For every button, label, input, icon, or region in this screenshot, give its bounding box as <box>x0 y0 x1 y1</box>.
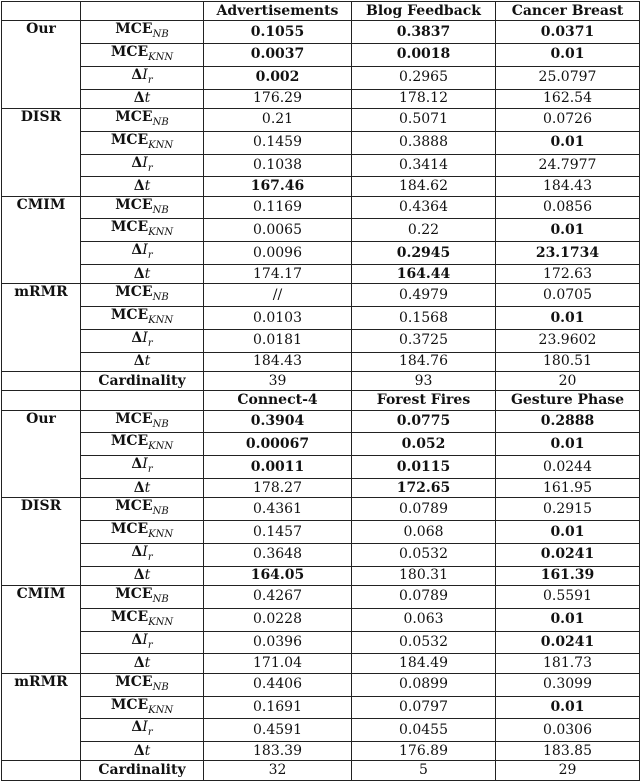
cardinality-value: 39 <box>204 372 352 391</box>
metric-var: I <box>142 154 148 171</box>
cardinality-label: Cardinality <box>81 372 204 391</box>
metric-var: t <box>144 178 151 195</box>
metric-base: MCE <box>115 498 153 515</box>
value-cell: 0.00067 <box>204 433 352 456</box>
value-cell: 0.2888 <box>496 410 640 433</box>
metric-var: I <box>142 631 148 648</box>
metric-base: MCE <box>110 608 149 625</box>
metric-sub: KNN <box>148 528 174 540</box>
metric-delta: Δ <box>133 178 145 195</box>
value-cell: 0.01 <box>496 521 640 544</box>
metric-label-delta_t <box>81 352 204 371</box>
value-cell: 0.0789 <box>352 586 496 609</box>
metric-delta: Δ <box>131 66 143 83</box>
table-row <box>2 108 640 131</box>
dataset-header: Advertisements <box>204 2 352 21</box>
value-cell: 0.052 <box>352 433 496 456</box>
value-cell: 0.3648 <box>204 543 352 566</box>
metric-sub: r <box>147 250 153 262</box>
value-cell: 0.0115 <box>352 456 496 479</box>
value-cell: 0.3725 <box>352 329 496 352</box>
header-corner <box>2 2 81 21</box>
metric-sub: r <box>147 551 153 563</box>
method-name: Our <box>2 21 81 109</box>
value-cell: 0.0103 <box>204 307 352 330</box>
metric-sub: NB <box>152 418 169 430</box>
table-row <box>2 696 640 719</box>
header-corner <box>81 391 204 410</box>
value-cell: 0.4406 <box>204 673 352 696</box>
metric-delta: Δ <box>133 353 145 370</box>
table-row <box>2 673 640 696</box>
table-row <box>2 21 640 44</box>
cardinality-corner <box>2 372 81 391</box>
cardinality-value: 32 <box>204 761 352 780</box>
value-cell: 0.1038 <box>204 154 352 177</box>
results-table-body <box>2 2 640 781</box>
metric-var: I <box>142 543 148 560</box>
value-cell: 0.0532 <box>352 543 496 566</box>
metric-sub: NB <box>152 593 169 605</box>
metric-label-mce_knn <box>81 219 204 242</box>
value-cell: 172.65 <box>352 479 496 498</box>
metric-base: MCE <box>110 219 149 236</box>
metric-var: I <box>142 66 148 83</box>
value-cell: 0.01 <box>496 131 640 154</box>
value-cell: 24.7977 <box>496 154 640 177</box>
value-cell: 171.04 <box>204 654 352 673</box>
value-cell: 0.0789 <box>352 498 496 521</box>
value-cell: 167.46 <box>204 177 352 196</box>
metric-label-mce_nb <box>81 498 204 521</box>
value-cell: 0.0065 <box>204 219 352 242</box>
metric-sub: KNN <box>148 139 174 151</box>
table-row <box>2 265 640 284</box>
value-cell: 0.0705 <box>496 284 640 307</box>
metric-base: MCE <box>110 521 149 538</box>
metric-var: t <box>144 90 151 107</box>
results-table <box>1 1 640 781</box>
metric-sub: r <box>147 727 153 739</box>
metric-base: MCE <box>110 696 149 713</box>
dataset-header: Blog Feedback <box>352 2 496 21</box>
metric-base: MCE <box>115 410 153 427</box>
value-cell: 0.002 <box>204 66 352 89</box>
value-cell: 0.0244 <box>496 456 640 479</box>
metric-var: t <box>144 265 151 282</box>
table-row <box>2 479 640 498</box>
value-cell: 0.1568 <box>352 307 496 330</box>
metric-label-mce_nb <box>81 586 204 609</box>
table-row <box>2 196 640 219</box>
cardinality-value: 29 <box>496 761 640 780</box>
table-row <box>2 719 640 742</box>
metric-sub: r <box>147 464 153 476</box>
metric-base: MCE <box>115 21 153 38</box>
table-row <box>2 219 640 242</box>
value-cell: 183.85 <box>496 742 640 761</box>
value-cell: 0.4267 <box>204 586 352 609</box>
metric-delta: Δ <box>131 543 143 560</box>
value-cell: 0.0455 <box>352 719 496 742</box>
table-row <box>2 608 640 631</box>
metric-base: MCE <box>110 433 149 450</box>
metric-label-mce_nb <box>81 196 204 219</box>
metric-label-delta_ir <box>81 456 204 479</box>
value-cell: 0.063 <box>352 608 496 631</box>
value-cell: 0.22 <box>352 219 496 242</box>
value-cell: 0.0228 <box>204 608 352 631</box>
value-cell: 184.49 <box>352 654 496 673</box>
value-cell: 0.0899 <box>352 673 496 696</box>
value-cell: 0.0797 <box>352 696 496 719</box>
value-cell: 184.43 <box>496 177 640 196</box>
metric-label-delta_t <box>81 742 204 761</box>
value-cell: 25.0797 <box>496 66 640 89</box>
method-name: CMIM <box>2 196 81 284</box>
value-cell: 0.0775 <box>352 410 496 433</box>
metric-delta: Δ <box>131 154 143 171</box>
metric-sub: NB <box>152 204 169 216</box>
metric-sub: KNN <box>148 51 174 63</box>
metric-sub: NB <box>152 29 169 41</box>
value-cell: 0.3837 <box>352 21 496 44</box>
value-cell: 0.4361 <box>204 498 352 521</box>
value-cell: 0.01 <box>496 696 640 719</box>
value-cell: 0.0018 <box>352 44 496 67</box>
metric-var: I <box>142 719 148 736</box>
value-cell: 0.0371 <box>496 21 640 44</box>
dataset-header: Connect-4 <box>204 391 352 410</box>
value-cell: 0.3414 <box>352 154 496 177</box>
table-row <box>2 284 640 307</box>
dataset-header: Cancer Breast <box>496 2 640 21</box>
metric-sub: KNN <box>148 616 174 628</box>
method-name: DISR <box>2 108 81 196</box>
value-cell: 0.01 <box>496 433 640 456</box>
cardinality-corner <box>2 761 81 780</box>
table-row <box>2 154 640 177</box>
metric-base: MCE <box>110 44 149 61</box>
metric-label-delta_t <box>81 177 204 196</box>
value-cell: 0.2945 <box>352 242 496 265</box>
metric-label-delta_t <box>81 265 204 284</box>
cardinality-row <box>2 761 640 780</box>
metric-label-delta_t <box>81 566 204 585</box>
value-cell: 0.0856 <box>496 196 640 219</box>
metric-delta: Δ <box>133 479 145 496</box>
metric-label-delta_t <box>81 479 204 498</box>
value-cell: 0.2965 <box>352 66 496 89</box>
cardinality-value: 93 <box>352 372 496 391</box>
cardinality-value: 5 <box>352 761 496 780</box>
table-row <box>2 543 640 566</box>
value-cell: 184.62 <box>352 177 496 196</box>
metric-delta: Δ <box>133 90 145 107</box>
value-cell: 180.31 <box>352 566 496 585</box>
table-row <box>2 586 640 609</box>
metric-delta: Δ <box>133 742 145 759</box>
metric-delta: Δ <box>131 242 143 259</box>
value-cell: 0.1457 <box>204 521 352 544</box>
metric-base: MCE <box>115 284 153 301</box>
metric-sub: NB <box>152 292 169 304</box>
value-cell: 0.01 <box>496 44 640 67</box>
header-corner <box>2 391 81 410</box>
table-row <box>2 242 640 265</box>
value-cell: 176.29 <box>204 89 352 108</box>
metric-var: I <box>142 329 148 346</box>
value-cell: 0.01 <box>496 307 640 330</box>
value-cell: 178.27 <box>204 479 352 498</box>
cardinality-row <box>2 372 640 391</box>
value-cell: 0.21 <box>204 108 352 131</box>
method-name: Our <box>2 410 81 498</box>
metric-label-mce_knn <box>81 608 204 631</box>
method-name: mRMR <box>2 673 81 761</box>
header-corner <box>81 2 204 21</box>
table-row <box>2 433 640 456</box>
value-cell: 0.3888 <box>352 131 496 154</box>
value-cell: 180.51 <box>496 352 640 371</box>
header-row <box>2 391 640 410</box>
value-cell: 183.39 <box>204 742 352 761</box>
table-row <box>2 131 640 154</box>
metric-sub: NB <box>152 116 169 128</box>
cardinality-value: 20 <box>496 372 640 391</box>
value-cell: 161.39 <box>496 566 640 585</box>
metric-sub: r <box>147 337 153 349</box>
metric-label-mce_nb <box>81 410 204 433</box>
metric-var: t <box>144 742 151 759</box>
table-row <box>2 566 640 585</box>
metric-var: t <box>144 479 151 496</box>
value-cell: 0.0037 <box>204 44 352 67</box>
header-row <box>2 2 640 21</box>
metric-label-delta_ir <box>81 329 204 352</box>
value-cell: 0.3904 <box>204 410 352 433</box>
value-cell: 23.1734 <box>496 242 640 265</box>
metric-sub: KNN <box>148 314 174 326</box>
value-cell: 184.43 <box>204 352 352 371</box>
value-cell: 0.1691 <box>204 696 352 719</box>
metric-delta: Δ <box>131 456 143 473</box>
metric-base: MCE <box>110 307 149 324</box>
metric-label-delta_t <box>81 654 204 673</box>
table-row <box>2 177 640 196</box>
table-row <box>2 410 640 433</box>
metric-sub: r <box>147 639 153 651</box>
value-cell: 0.01 <box>496 219 640 242</box>
value-cell: 162.54 <box>496 89 640 108</box>
table-row <box>2 742 640 761</box>
value-cell: 0.0011 <box>204 456 352 479</box>
metric-sub: KNN <box>148 441 174 453</box>
metric-label-delta_ir <box>81 719 204 742</box>
metric-label-mce_knn <box>81 44 204 67</box>
dataset-header: Forest Fires <box>352 391 496 410</box>
value-cell: 181.73 <box>496 654 640 673</box>
value-cell: 0.1459 <box>204 131 352 154</box>
metric-label-mce_knn <box>81 696 204 719</box>
metric-base: MCE <box>110 131 149 148</box>
metric-sub: NB <box>152 506 169 518</box>
metric-sub: r <box>147 162 153 174</box>
metric-var: I <box>142 242 148 259</box>
value-cell: 0.0241 <box>496 631 640 654</box>
method-name: mRMR <box>2 284 81 372</box>
metric-base: MCE <box>115 108 153 125</box>
value-cell: 0.0532 <box>352 631 496 654</box>
value-cell: 0.4364 <box>352 196 496 219</box>
metric-label-delta_ir <box>81 543 204 566</box>
metric-delta: Δ <box>131 719 143 736</box>
metric-label-delta_ir <box>81 154 204 177</box>
metric-label-mce_nb <box>81 21 204 44</box>
value-cell: 0.1169 <box>204 196 352 219</box>
metric-label-mce_nb <box>81 284 204 307</box>
metric-delta: Δ <box>131 329 143 346</box>
metric-sub: KNN <box>148 704 174 716</box>
metric-base: MCE <box>115 586 153 603</box>
metric-sub: r <box>147 74 153 86</box>
table-row <box>2 456 640 479</box>
metric-label-delta_ir <box>81 631 204 654</box>
metric-delta: Δ <box>133 655 145 672</box>
table-row <box>2 498 640 521</box>
value-cell: 23.9602 <box>496 329 640 352</box>
value-cell: 178.12 <box>352 89 496 108</box>
method-name: CMIM <box>2 586 81 674</box>
metric-base: MCE <box>115 196 153 213</box>
value-cell: 0.3099 <box>496 673 640 696</box>
metric-label-delta_ir <box>81 242 204 265</box>
metric-label-mce_knn <box>81 521 204 544</box>
value-cell: 0.5071 <box>352 108 496 131</box>
table-row <box>2 521 640 544</box>
metric-var: I <box>142 456 148 473</box>
value-cell: // <box>204 284 352 307</box>
table-row <box>2 631 640 654</box>
value-cell: 0.0306 <box>496 719 640 742</box>
value-cell: 0.01 <box>496 608 640 631</box>
value-cell: 0.2915 <box>496 498 640 521</box>
metric-delta: Δ <box>133 567 145 584</box>
value-cell: 164.05 <box>204 566 352 585</box>
metric-base: MCE <box>115 673 153 690</box>
metric-label-mce_nb <box>81 673 204 696</box>
table-row <box>2 654 640 673</box>
metric-label-mce_knn <box>81 433 204 456</box>
value-cell: 0.0396 <box>204 631 352 654</box>
metric-sub: KNN <box>148 227 174 239</box>
method-name: DISR <box>2 498 81 586</box>
metric-var: t <box>144 567 151 584</box>
metric-sub: NB <box>152 681 169 693</box>
table-row <box>2 352 640 371</box>
value-cell: 0.0241 <box>496 543 640 566</box>
table-row <box>2 329 640 352</box>
value-cell: 172.63 <box>496 265 640 284</box>
metric-delta: Δ <box>133 265 145 282</box>
metric-delta: Δ <box>131 631 143 648</box>
metric-label-mce_knn <box>81 131 204 154</box>
value-cell: 0.0726 <box>496 108 640 131</box>
value-cell: 0.1055 <box>204 21 352 44</box>
metric-label-delta_t <box>81 89 204 108</box>
value-cell: 0.0096 <box>204 242 352 265</box>
value-cell: 176.89 <box>352 742 496 761</box>
table-row <box>2 89 640 108</box>
table-row <box>2 66 640 89</box>
table-row <box>2 44 640 67</box>
metric-var: t <box>144 353 151 370</box>
value-cell: 174.17 <box>204 265 352 284</box>
value-cell: 0.5591 <box>496 586 640 609</box>
metric-label-delta_ir <box>81 66 204 89</box>
value-cell: 0.0181 <box>204 329 352 352</box>
value-cell: 184.76 <box>352 352 496 371</box>
metric-label-mce_nb <box>81 108 204 131</box>
metric-var: t <box>144 655 151 672</box>
cardinality-label: Cardinality <box>81 761 204 780</box>
table-row <box>2 307 640 330</box>
dataset-header: Gesture Phase <box>496 391 640 410</box>
metric-label-mce_knn <box>81 307 204 330</box>
value-cell: 0.068 <box>352 521 496 544</box>
value-cell: 161.95 <box>496 479 640 498</box>
value-cell: 164.44 <box>352 265 496 284</box>
value-cell: 0.4979 <box>352 284 496 307</box>
value-cell: 0.4591 <box>204 719 352 742</box>
